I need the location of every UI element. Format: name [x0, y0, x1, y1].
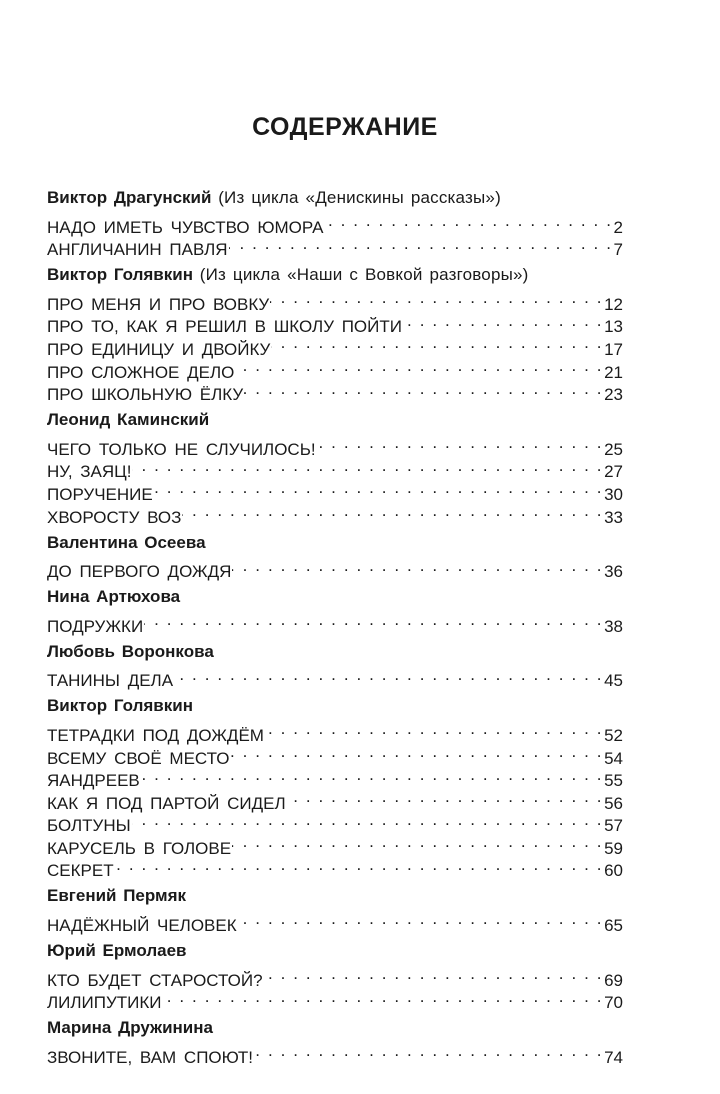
dot-leader [229, 233, 613, 256]
entry-title: ЧЕГО ТОЛЬКО НЕ СЛУЧИЛОСЬ! [47, 439, 316, 459]
page-number: 59 [604, 838, 623, 858]
dot-leader [141, 764, 603, 787]
toc-section [47, 585, 623, 636]
entry-title: ХВОРОСТУ ВОЗ [47, 507, 182, 527]
dot-leader [271, 332, 603, 355]
author-heading [47, 263, 623, 287]
dot-leader [235, 355, 603, 378]
author-heading [47, 585, 623, 609]
entry-title: ПРО ШКОЛЬНУЮ ЁЛКУ [47, 385, 244, 405]
entry-title: СЕКРЕТ [47, 861, 114, 881]
author-name: Евгений Пермяк [47, 886, 187, 906]
toc-entry[interactable] [47, 831, 623, 858]
entry-title: ПОРУЧЕНИЕ [47, 484, 153, 504]
toc-section [47, 694, 623, 881]
entry-title: ТЕТРАДКИ ПОД ДОЖДЁМ [47, 725, 264, 745]
toc-entry[interactable] [47, 963, 623, 990]
author-name: Валентина Осеева [47, 532, 206, 552]
dot-leader [287, 786, 603, 809]
page-number: 13 [604, 317, 623, 337]
author-heading [47, 186, 623, 210]
page-number: 36 [604, 562, 623, 582]
author-name: Юрий Ермолаев [47, 941, 187, 961]
author-heading [47, 884, 623, 908]
entry-title: НАДЁЖНЫЙ ЧЕЛОВЕК [47, 916, 237, 936]
page-number: 45 [604, 671, 623, 691]
page-number: 57 [604, 816, 623, 836]
dot-leader [230, 741, 603, 764]
dot-leader [163, 986, 604, 1009]
author-name: Виктор Голявкин [47, 696, 193, 716]
entry-title: НУ, ЗАЯЦ! [47, 462, 132, 482]
cycle-note: (Из цикла «Денискины рассказы») [218, 188, 501, 207]
dot-leader [265, 718, 603, 741]
entry-title: ВСЕМУ СВОЁ МЕСТО [47, 748, 230, 768]
entry-title: ПРО МЕНЯ И ПРО ВОВКУ [47, 294, 270, 314]
author-name: Виктор Драгунский [47, 188, 212, 207]
toc-section [47, 186, 623, 260]
toc-entry[interactable] [47, 809, 623, 836]
entry-title: ЗВОНИТЕ, ВАМ СПОЮТ! [47, 1047, 253, 1067]
dot-leader [270, 287, 603, 310]
dot-leader [254, 1040, 603, 1063]
dot-leader [403, 310, 603, 333]
author-heading [47, 640, 623, 664]
entry-title: ТАНИНЫ ДЕЛА [47, 671, 174, 691]
author-name: Леонид Каминский [47, 410, 210, 430]
page-number: 30 [604, 484, 623, 504]
author-heading [47, 531, 623, 555]
toc-entry[interactable] [47, 455, 623, 482]
author-name: Любовь Воронкова [47, 641, 214, 661]
entry-title: КТО БУДЕТ СТАРОСТОЙ? [47, 970, 263, 990]
toc-entry[interactable] [47, 664, 623, 691]
dot-leader [238, 908, 603, 931]
page-number: 2 [613, 217, 623, 237]
page-number: 12 [604, 294, 623, 314]
author-name: Марина Дружинина [47, 1018, 213, 1038]
page-number: 60 [604, 861, 623, 881]
toc-entry[interactable] [47, 854, 623, 881]
toc-entry[interactable] [47, 210, 623, 237]
entry-title: НАДО ИМЕТЬ ЧУВСТВО ЮМОРА [47, 217, 324, 237]
dot-leader [232, 831, 603, 854]
author-heading [47, 939, 623, 963]
author-name: Нина Артюхова [47, 587, 181, 607]
toc-entry[interactable] [47, 287, 623, 314]
dot-leader [324, 210, 612, 233]
dot-leader [132, 455, 603, 478]
toc-section [47, 884, 623, 936]
dot-leader [264, 963, 604, 986]
entry-title: АНГЛИЧАНИН ПАВЛЯ [47, 240, 228, 260]
entry-title: ПРО ТО, КАК Я РЕШИЛ В ШКОЛУ ПОЙТИ [47, 317, 402, 337]
dot-leader [317, 432, 603, 455]
dot-leader [244, 378, 603, 401]
toc-section [47, 408, 623, 527]
page-number: 7 [613, 240, 623, 260]
entry-title: ДО ПЕРВОГО ДОЖДЯ [47, 562, 232, 582]
page-number: 69 [604, 970, 623, 990]
entry-title: КАРУСЕЛЬ В ГОЛОВЕ [47, 838, 232, 858]
toc-section [47, 531, 623, 582]
toc-section [47, 640, 623, 691]
cycle-note: (Из цикла «Наши с Вовкой разговоры») [199, 265, 529, 285]
page-number: 56 [604, 793, 623, 813]
entry-title: КАК Я ПОД ПАРТОЙ СИДЕЛ [47, 793, 286, 813]
entry-title: ЛИЛИПУТИКИ [47, 993, 162, 1013]
entry-title: БОЛТУНЫ [47, 816, 131, 836]
page-number: 55 [604, 771, 623, 791]
dot-leader [174, 664, 603, 687]
page-number: 70 [604, 993, 623, 1013]
page-number: 65 [604, 916, 623, 936]
toc-entry[interactable] [47, 908, 623, 936]
page-title: СОДЕРЖАНИЕ [252, 113, 438, 141]
toc-section [47, 939, 623, 1013]
page-number: 27 [604, 462, 623, 482]
page-number: 21 [604, 362, 623, 382]
dot-leader [132, 809, 603, 832]
toc-section [47, 1016, 623, 1067]
author-heading [47, 408, 623, 432]
page-number: 38 [604, 616, 623, 636]
entry-title: ПРО ЕДИНИЦУ И ДВОЙКУ [47, 339, 271, 359]
toc-entry[interactable] [47, 1040, 623, 1067]
toc-entry[interactable] [47, 718, 623, 745]
entry-title: ЯАНДРЕЕВ [47, 771, 140, 791]
page-number: 23 [604, 385, 623, 405]
page-number: 25 [604, 439, 623, 459]
toc-entry[interactable] [47, 432, 623, 459]
page-number: 74 [604, 1047, 623, 1067]
dot-leader [232, 555, 603, 578]
toc-entry[interactable] [47, 555, 623, 582]
page-number: 17 [604, 339, 623, 359]
entry-title: ПОДРУЖКИ [47, 616, 144, 636]
page-number: 33 [604, 507, 623, 527]
toc-entry[interactable] [47, 477, 623, 504]
dot-leader [115, 854, 603, 877]
author-heading [47, 1016, 623, 1040]
toc-sections [47, 186, 623, 1067]
page-number: 54 [604, 748, 623, 768]
author-name: Виктор Голявкин [47, 265, 193, 285]
dot-leader [144, 609, 603, 632]
toc-section [47, 263, 623, 405]
table-of-contents [47, 108, 623, 1071]
author-heading [47, 694, 623, 718]
dot-leader [154, 477, 603, 500]
dot-leader [182, 500, 603, 523]
entry-title: ПРО СЛОЖНОЕ ДЕЛО [47, 362, 235, 382]
toc-entry[interactable] [47, 609, 623, 636]
page-number: 52 [604, 725, 623, 745]
